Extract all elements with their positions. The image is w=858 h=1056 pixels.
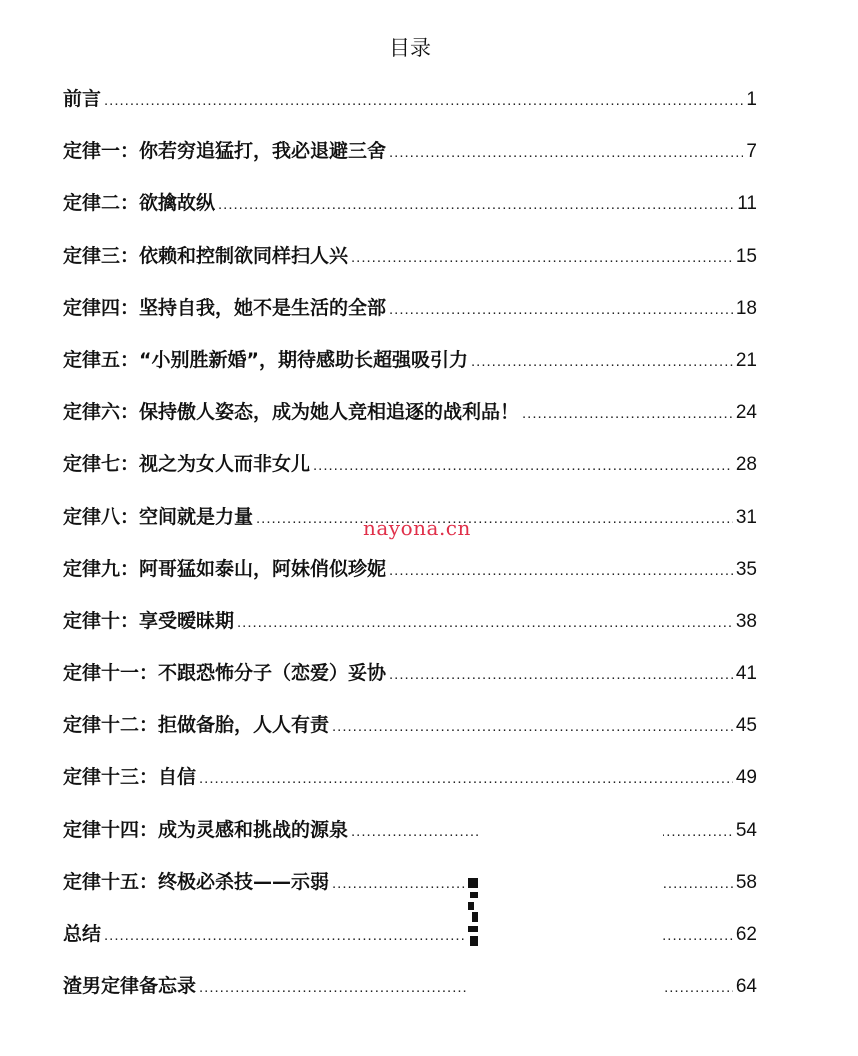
qr-code-fragment [466, 842, 480, 992]
toc-entry-label: 定律七：视之为女人而非女儿 [63, 453, 311, 476]
toc-entry[interactable] [63, 449, 757, 501]
toc-entry-page: 18 [735, 297, 757, 319]
toc-entry-page: 35 [735, 558, 757, 580]
toc-entry-page: 64 [735, 976, 757, 998]
dot-leader [522, 405, 733, 422]
toc-entry-page: 21 [735, 349, 757, 371]
toc-entry[interactable] [63, 397, 757, 449]
dot-leader [389, 301, 733, 318]
toc-entry-label: 定律十二：拒做备胎，人人有责 [63, 714, 330, 737]
toc-entry-page: 38 [735, 610, 757, 632]
dot-leader [256, 510, 733, 527]
toc-entry[interactable] [63, 762, 757, 814]
dot-leader [351, 249, 733, 266]
toc-entry[interactable] [63, 658, 757, 710]
toc-entry-label: 定律十五：终极必杀技——示弱 [63, 870, 330, 893]
toc-entry-label: 定律六：保持傲人姿态，成为她人竞相追逐的战利品！ [63, 401, 520, 424]
toc-entry-page: 58 [735, 871, 757, 893]
toc-entry-page: 54 [735, 819, 757, 841]
toc-entry-label: 定律三：依赖和控制欲同样扫人兴 [63, 244, 349, 267]
toc-entry-label: 定律九：阿哥猛如泰山，阿妹俏似珍妮 [63, 557, 387, 580]
toc-entry-page: 24 [735, 402, 757, 424]
toc-entry-label: 定律一：你若穷追猛打，我必退避三舍 [63, 140, 387, 163]
toc-entry-page: 1 [746, 89, 757, 110]
toc-entry-page: 28 [735, 454, 757, 476]
dot-leader [313, 457, 733, 474]
toc-entry-label: 定律四：坚持自我，她不是生活的全部 [63, 296, 387, 319]
toc-entry[interactable] [63, 710, 757, 762]
toc-entry-label: 定律十四：成为灵感和挑战的源泉 [63, 818, 349, 841]
toc-entry-label: 定律十：享受暧昧期 [63, 609, 235, 632]
toc-entry[interactable] [63, 188, 757, 240]
dot-leader [389, 666, 733, 683]
toc-entry-label: 前言 [63, 88, 102, 110]
dot-leader [104, 92, 743, 109]
watermark-text: nayona.cn [363, 516, 471, 540]
dot-leader [389, 562, 733, 579]
toc-entry[interactable] [63, 84, 757, 136]
toc-entry-label: 总结 [63, 923, 102, 945]
dot-leader [237, 614, 733, 631]
toc-entry[interactable] [63, 606, 757, 658]
toc-entry-page: 62 [735, 924, 757, 945]
toc-entry-page: 49 [735, 767, 757, 789]
toc-entry[interactable] [63, 554, 757, 606]
dot-leader [218, 196, 734, 213]
dot-leader [389, 144, 743, 161]
toc-entry-page: 15 [735, 245, 757, 267]
toc-entry-label: 定律二：欲擒故纵 [63, 192, 216, 215]
toc-entry-page: 11 [737, 193, 757, 215]
toc-entry-label: 定律十一：不跟恐怖分子（恋爱）妥协 [63, 662, 387, 685]
toc-entry[interactable] [63, 241, 757, 293]
page-title: 目录 [389, 36, 431, 60]
toc-entry-page: 45 [735, 715, 757, 737]
toc-entry-label: 定律五：“小别胜新婚”，期待感助长超强吸引力 [63, 348, 468, 371]
toc-entry[interactable] [63, 345, 757, 397]
toc-entry-label: 定律八：空间就是力量 [63, 505, 254, 528]
toc-entry-page: 7 [746, 141, 757, 163]
dot-leader [471, 353, 733, 370]
dot-leader [199, 770, 733, 787]
toc-entry-page: 31 [735, 506, 757, 528]
toc-entry-page: 41 [735, 663, 757, 685]
dot-leader [332, 718, 733, 735]
qr-overlay-patch [480, 826, 663, 996]
toc-entry[interactable] [63, 293, 757, 345]
toc-entry-label: 渣男定律备忘录 [63, 975, 197, 998]
toc-entry[interactable] [63, 136, 757, 188]
toc-entry-label: 定律十三：自信 [63, 766, 197, 789]
